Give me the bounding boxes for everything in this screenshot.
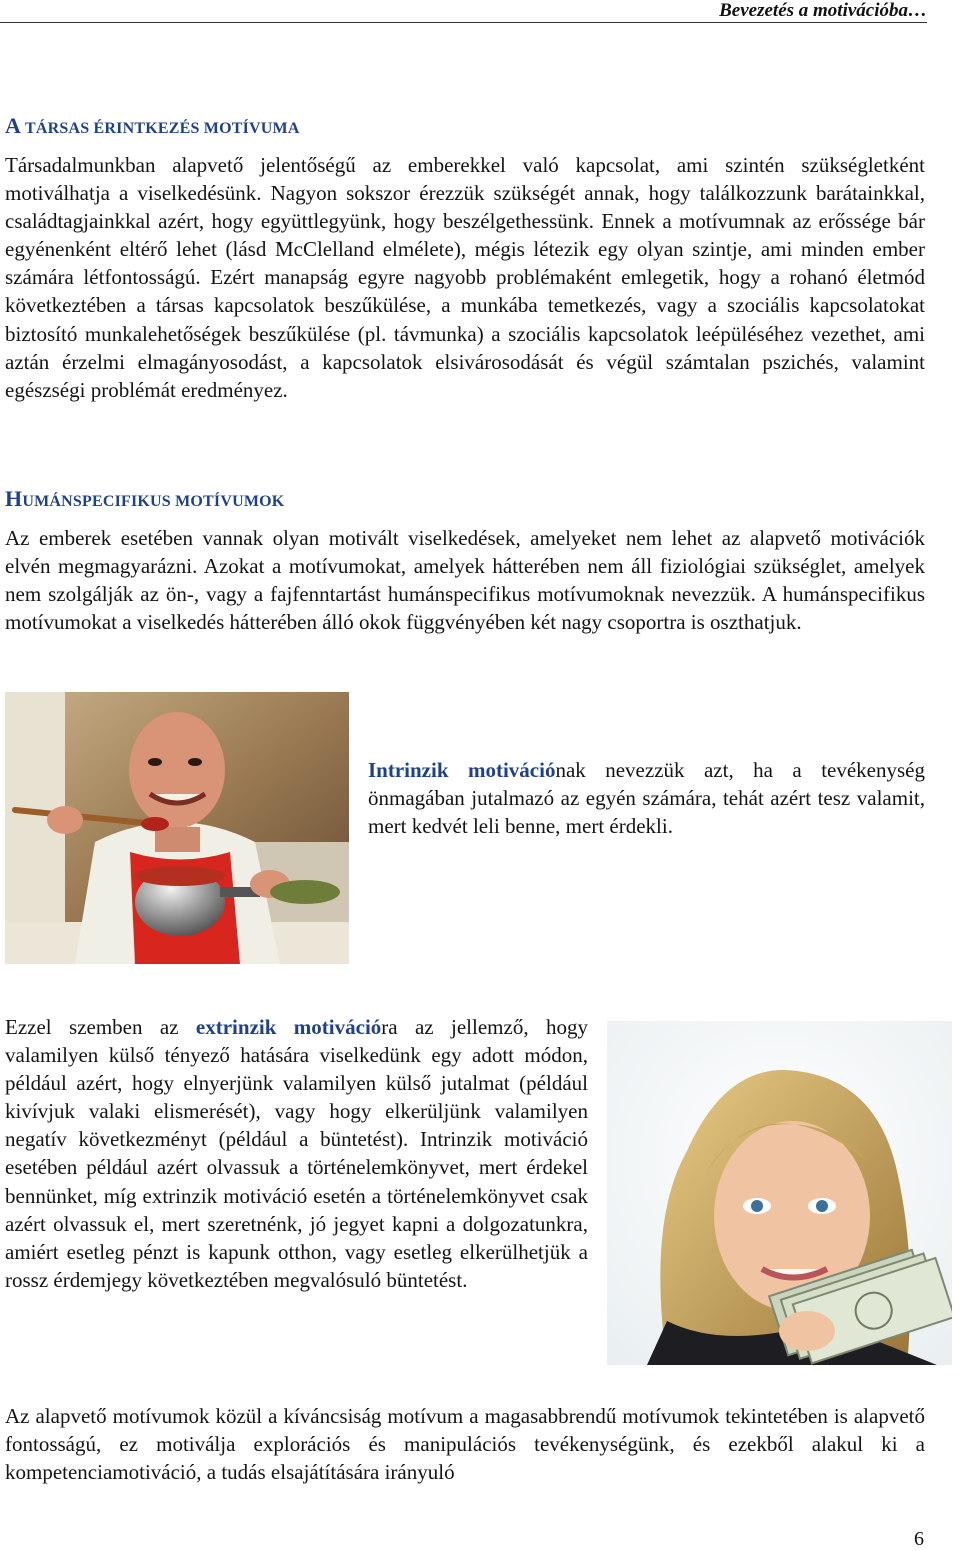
section-heading-social-contact: [5, 113, 300, 139]
heading-rest: UMÁNSPECIFIKUS MOTÍVUMOK: [22, 493, 285, 510]
page-number: 6: [914, 1528, 924, 1550]
extrinsic-text: ra az jellemző, hogy valamilyen külső tényező hatására viselkedünk egy adott módon, például azért, hogy elnyerjünk valamilyen külső jutalmat (például kivívjuk valaki elismerését), vagy hogy elkerüljünk valamilyen negatív következményt (például a büntetést). Intrinzik motiváció esetében például azért olvassuk a történelemkönyvet, mert érdekel bennünket, míg extrinzik motiváció esetén a történelemkönyvet csak azért olvassuk el, mert szeretnénk, jó jegyet kapni a dolgozatunkra, amiért esetleg pénzt is kapunk otthon, vagy esetleg elkerülhetjük a rossz érdemjegy következtében megvalósuló büntetést.: [5, 1015, 588, 1292]
intrinsic-text: nak nevezzük azt, ha a tevékenység önmagában jutalmazó az egyén számára, tehát azért tesz valamit, mert kedvét leli benne, mert érdekli.: [368, 758, 925, 839]
paragraph-extrinsic: [5, 1013, 588, 1294]
heading-initial: H: [5, 486, 23, 511]
running-header: [0, 0, 927, 23]
heading-initial: A: [5, 113, 22, 138]
cooking-man-illustration: [5, 692, 349, 964]
extrinsic-lead: Ezzel szemben az: [5, 1015, 196, 1039]
running-header-title: Bevezetés a motivációba…: [719, 0, 927, 21]
woman-money-illustration: [607, 1021, 952, 1365]
term-intrinsic: Intrinzik motiváció: [368, 758, 556, 782]
section-heading-human-specific: [5, 486, 284, 512]
paragraph-human-specific: Az emberek esetében vannak olyan motivált viselkedések, amelyeket nem lehet az alapvető motivációk elvén megmagyarázni. Azokat a motívumokat, amelyek hátterében nem áll fiziológiai szükséglet, amelyek nem szolgálják az ön-, vagy a fajfenntartást humánspecifikus motívumoknak nevezzük. A humánspecifikus motívumokat a viselkedés hátterében álló okok függvényében két nagy csoportra is oszthatjuk.: [5, 526, 925, 635]
paragraph-intrinsic: [368, 756, 925, 840]
term-extrinsic: extrinzik motiváció: [195, 1015, 382, 1039]
photo-cooking-man: [5, 692, 349, 964]
heading-rest: TÁRSAS ÉRINTKEZÉS MOTÍVUMA: [21, 120, 300, 137]
photo-woman-with-money: [607, 1021, 952, 1365]
paragraph-closing: Az alapvető motívumok közül a kíváncsiság motívum a magasabbrendű motívumok tekintetében is alapvető fontosságú, ez motiválja explorációs és manipulációs tevékenységünk, és ezekből alakul ki a kompetenciamotiváció, a tudás elsajátítására irányuló: [5, 1404, 925, 1485]
paragraph-social-contact: Társadalmunkban alapvető jelentőségű az emberekkel való kapcsolat, ami szintén szükségletként motiválhatja a viselkedésünk. Nagyon sokszor érezzük szükségét annak, hogy találkozzunk barátainkkal, családtagjainkkal azért, hogy együttlegyünk, hogy beszélgethessünk. Ennek a motívumnak az erőssége bár egyénenként eltérő lehet (lásd McClelland elmélete), mégis létezik egy olyan szintje, ami minden ember számára létfontosságú. Ezért manapság egyre nagyobb problémaként emlegetik, hogy a rohanó életmód következtében a társas kapcsolatok beszűkülése, a munkába temetkezés, vagy a szociális kapcsolatokat biztosító munkalehetőségek beszűkülése (pl. távmunka) a szociális kapcsolatok leépüléséhez vezethet, ami aztán érzelmi elmagányosodást, a kapcsolatok elsivárosodását és végül számtalan pszichés, valamint egészségi problémát eredményez.: [5, 153, 925, 402]
